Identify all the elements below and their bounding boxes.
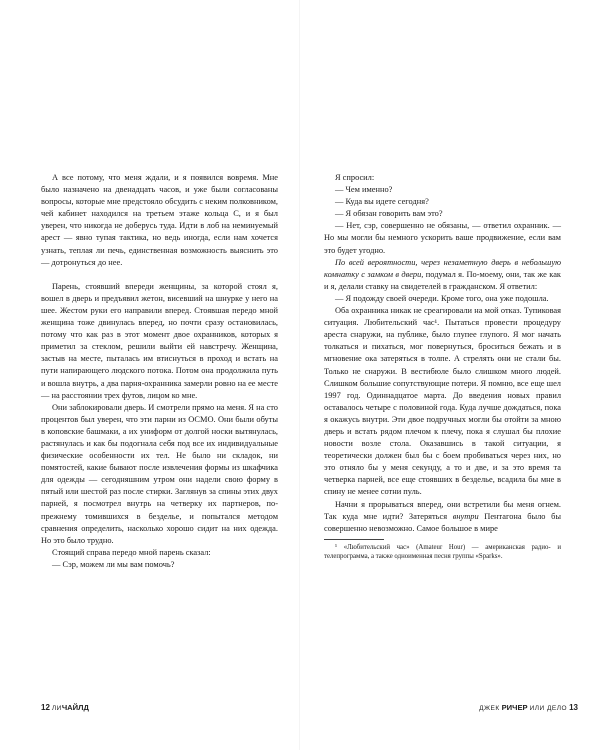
paragraph: — Нет, сэр, совершенно не обязаны, — ответил охранник. — Но мы могли бы немного ускорить ваше продвижение, если вам это будет угодно. — [324, 221, 561, 255]
left-text-column — [41, 172, 278, 571]
footer-author-first: ЛИ — [51, 705, 62, 712]
paragraph: А все потому, что меня ждали, и я появился вовремя. Мне было назначено на двенадцать часов, и уже были согласованы вопросы, которые мне предстояло обсудить с неким полковником, чей кабинет находился на третьем этаже кольца С, и я был уверен, что никогда не доберусь туда. Идти в лоб на неминуемый арест — явно тупая тактика, но ведь иногда, если нам хочется узнать, теплая ли печь, единственная возможность выяснить это — дотронуться до нее. — [41, 173, 278, 267]
paragraph: — Чем именно? — [335, 185, 393, 195]
footnote: ¹ «Любительский час» (Amateur Hour) — американская радио- и телепрограмма, а также одноименная песня группы «Sparks». — [324, 543, 561, 561]
paragraph: Оба охранника никак не среагировали на мой отказ. Тупиковая ситуация. Любительский час¹. Пытаться провести процедуру ареста снаружи, на публике, было глупее глупого. Я мог начать толкаться и пихаться, мог повернуться, броситься бежать и в мгновение ока затеряться в толпе. А стрелять они не стали бы. Только не снаружи. В вестибюле было слишком много людей. Слишком большие сопутствующие потери. Я помню, все еще шел 1997 год. Одиннадцатое марта. До введения новых правил оставалось четыре с половиной года. Куда лучше дождаться, пока я окажусь внутри. Эти двое подручных могли бы отойти за мною дверь и встать рядом плечом к плечу, пока я слушал бы плохие новости возле стола. Оказавшись в такой ситуации, я теоретически должен был бы с боем пробиваться через них, но это отняло бы у меня секунду, а то и две, и за это время та четверка парней, все еще стоявших в безделье, всадила бы мне в спину не менее сотни пуль. — [324, 306, 561, 497]
page-number: 12 — [41, 703, 50, 712]
paragraph: Парень, стоявший впереди женщины, за которой стоял я, вошел в дверь и предъявил жетон, висевший на шнурке у него на шее. Жестом руки его направили вперед. Стоявшая передо мной женщина тоже двинулась вперед, но почти сразу остановилась, потому что как раз в этот момент двое охранников, которых я приметил за стеклом, решили выйти ей навстречу. Женщина, застыв на месте, пыталась им втиснуться в проход и встать на пути напирающего людского потока. Потом она продолжила путь и вошла внутрь, а два парня-охранника замерли ровно на ее месте — на расстоянии трех футов, лицом ко мне. — [41, 281, 278, 400]
right-page — [300, 0, 600, 750]
page-number: 13 — [569, 703, 578, 712]
left-running-footer — [41, 703, 89, 712]
paragraph: Я спросил: — [335, 173, 375, 182]
paragraph: — Сэр, можем ли мы вам помочь? — [52, 559, 175, 569]
footer-author-last: ЧАЙЛД — [61, 703, 89, 712]
paragraph: — Я обязан говорить вам это? — [335, 209, 443, 219]
footer-book-subtitle: ИЛИ ДЕЛО — [529, 705, 568, 712]
right-text-column — [324, 172, 561, 561]
paragraph: — Куда вы идете сегодня? — [335, 197, 429, 207]
footnote-rule — [324, 539, 384, 540]
paragraph-italic-lead: По всей вероятности, через незаметную дверь в небольшую комнатку с замком в двери, подумал я. По-моему, они, так же как и я, делали ставку на свидетелей в гражданском. Я ответил: — [324, 257, 562, 291]
italic-text: внутри — [452, 511, 479, 521]
paragraph-italic-word: Начни я прорываться вперед, они встретили бы меня огнем. Так куда мне идти? Затеряться внутри Пентагона было бы совершенно невозможно. Самое большое в мире — [324, 499, 562, 533]
right-running-footer — [479, 703, 578, 712]
paragraph: Они заблокировали дверь. И смотрели прямо на меня. Я на сто процентов был уверен, что эти парни из ОСМО. Они были обуты в коповские башмаки, а их униформ от долгой носки вытянулась, растянулась и как бы подогнала себя под все их индивидуальные физические особенности их тел. Не было ни складок, ни помятостей, какие бывают после извлечения формы из шкафчика для одежды — сегодняшним утром они надели свою форму в пятый или шестой раз после стирки. Заглянув за спины этих двух парней, я посмотрел внутрь на четверку их партнеров, по-прежнему томившихся в безделье, и попытался методом сравнения определить, насколько хорошо сидит на них одежда. Но это было трудно. — [41, 402, 278, 545]
paragraph: — Я подожду своей очереди. Кроме того, она уже подошла. — [335, 293, 549, 303]
footer-author-first: ДЖЕК — [479, 705, 500, 712]
italic-text: По всей вероятности, через незаметную дверь в небольшую комнатку с замком в двери, — [324, 257, 561, 279]
footer-book-title: РИЧЕР — [501, 703, 528, 712]
paragraph: Стоящий справа передо мной парень сказал: — [52, 547, 211, 557]
